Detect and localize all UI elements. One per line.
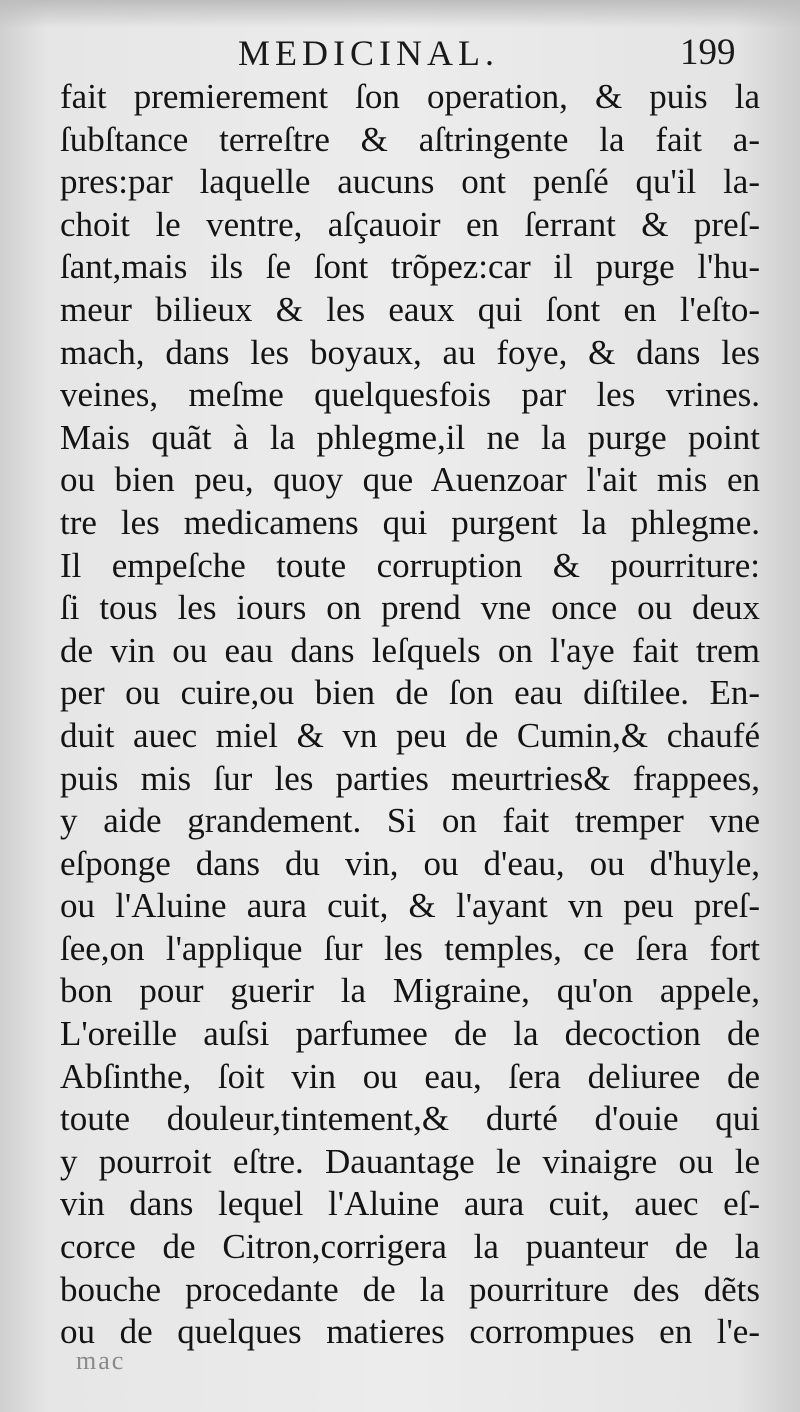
text-line: toute douleur,tintement,& durté d'ouie qui [60,1099,760,1139]
body-text [60,76,760,1354]
text-line: de vin ou eau dans leſquels on l'aye fait trem [60,630,760,670]
text-line: ou l'Aluine aura cuit, & l'ayant vn peu preſ- [60,886,760,926]
text-line: per ou cuire,ou bien de ſon eau diſtilee. En- [60,673,760,713]
text-line: ſee,on l'applique ſur les temples, ce ſera fort [60,928,760,968]
text-line: veines, meſme quelquesfois par les vrines. [60,375,760,415]
text-line: corce de Citron,corrigera la puanteur de la [60,1227,760,1267]
text-line: fait premierement ſon operation, & puis la [60,77,760,116]
text-line: Mais quãt à la phlegme,il ne la purge point [60,417,760,457]
text-line: ſi tous les iours on prend vne once ou deux [60,588,760,628]
running-title: MEDICINAL. [238,33,499,73]
text-line: y aide grandement. Si on fait tremper vne [60,801,760,841]
text-line: pres:par laquelle aucuns ont penſé qu'il la- [60,162,760,202]
text-line: ou de quelques matieres corrompues en l'e- [60,1312,760,1352]
text-line: vin dans lequel l'Aluine aura cuit, auec eſ- [60,1184,760,1224]
page-header [0,28,800,78]
text-line: meur bilieux & les eaux qui ſont en l'eſto- [60,289,760,329]
text-line: Il empeſche toute corruption & pourriture: [60,545,760,585]
text-line: ſant,mais ils ſe ſont trõpez:car il purge l'hu- [60,247,760,287]
text-line: bon pour guerir la Migraine, qu'on appele, [60,971,760,1011]
page-number: 199 [680,32,736,73]
page-edge-shadow [0,0,800,28]
text-line: puis mis ſur les parties meurtries& frappees, [60,758,760,798]
text-line: y pourroit eſtre. Dauantage le vinaigre ou le [60,1141,760,1181]
text-line: tre les medicamens qui purgent la phlegme. [60,502,760,542]
text-line: mach, dans les boyaux, au foye, & dans les [60,332,760,372]
text-line: L'oreille auſsi parfumee de la decoction de [60,1014,760,1054]
text-line: Abſinthe, ſoit vin ou eau, ſera deliuree de [60,1056,760,1096]
text-line: ſubſtance terreſtre & aſtringente la fait a- [60,119,760,159]
text-line: eſponge dans du vin, ou d'eau, ou d'huyle, [60,843,760,883]
catchword: mac [76,1346,126,1375]
text-line: choit le ventre, aſçauoir en ſerrant & preſ- [60,204,760,244]
text-line: duit auec miel & vn peu de Cumin,& chaufé [60,715,760,755]
text-line: bouche procedante de la pourriture des dẽts [60,1269,760,1309]
text-line: ou bien peu, quoy que Auenzoar l'ait mis en [60,460,760,500]
